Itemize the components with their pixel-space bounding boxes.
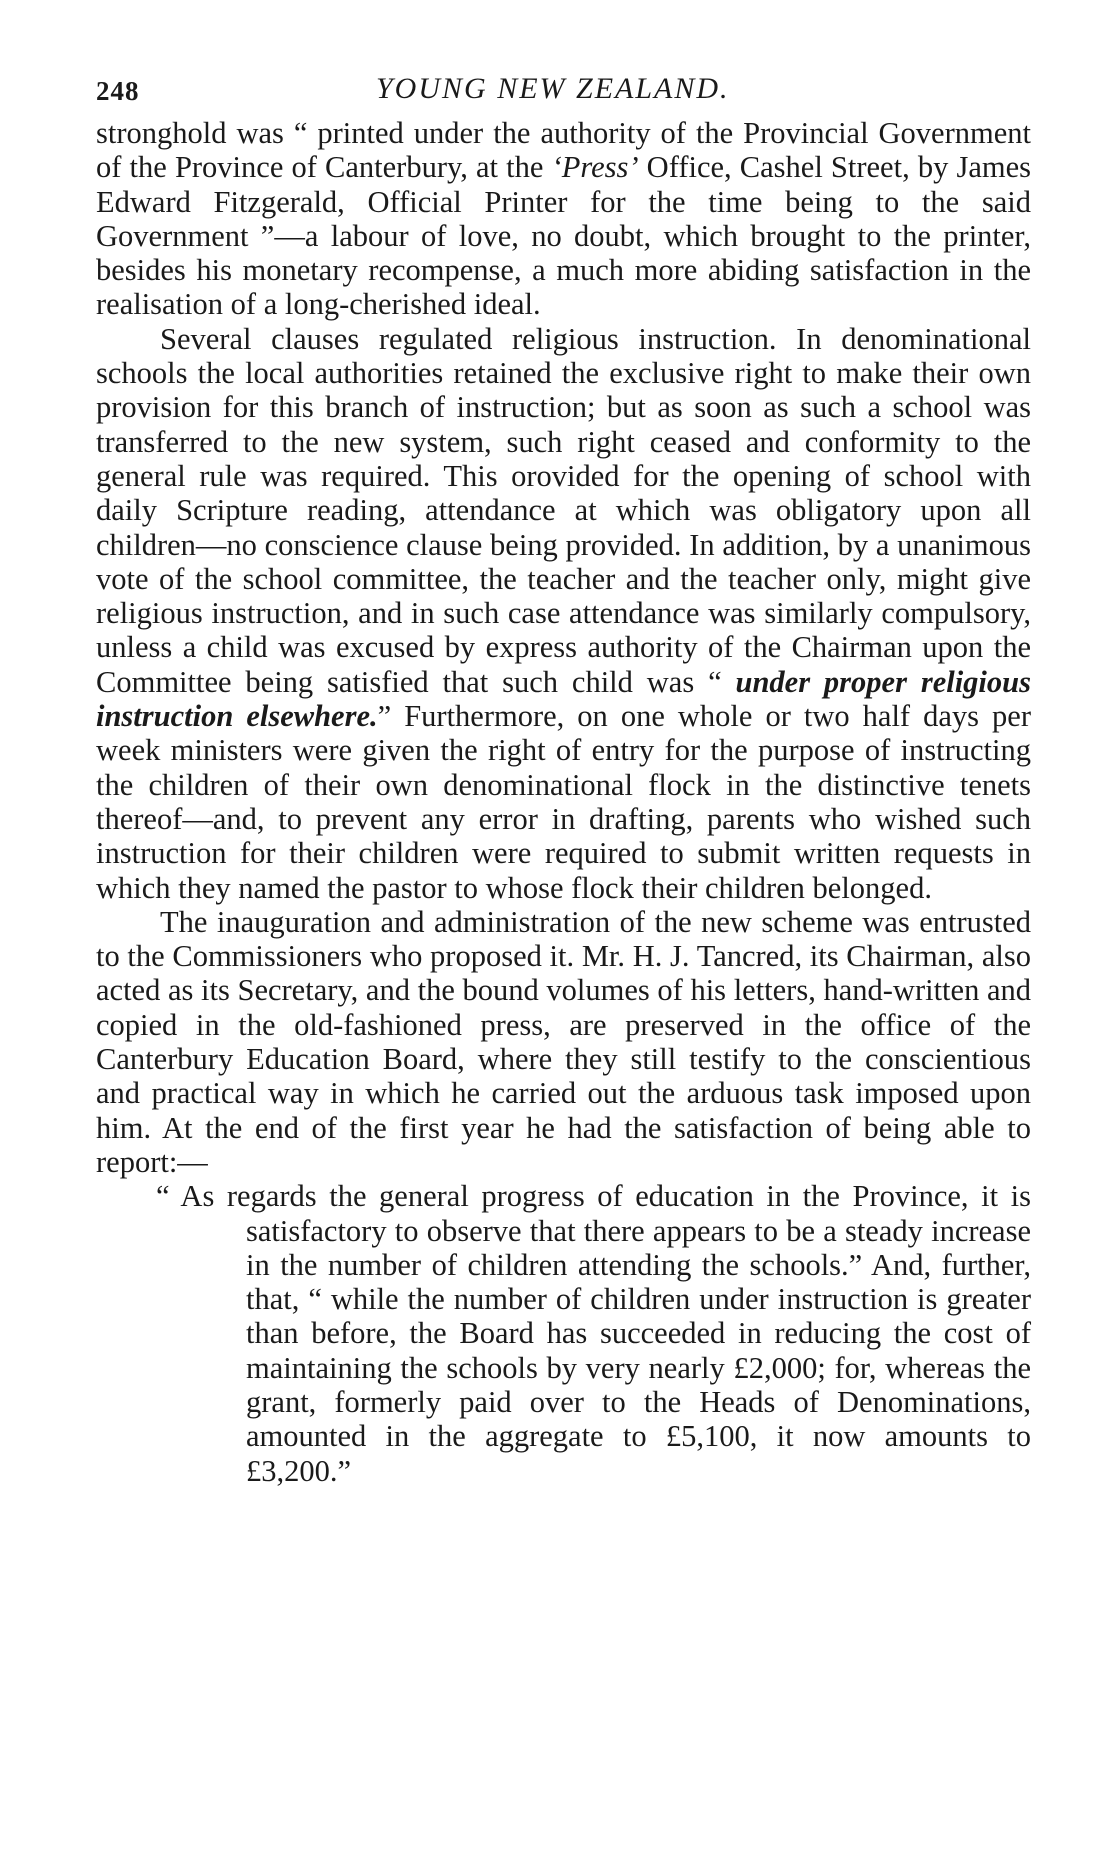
paragraph-text: Several clauses regulated religious instruction. In denominational schools the local authorities retained the exclusive right to make their own provision for this branch of instruction; but as soon as such a school was transferred to the new system, such right ceased and conformity to the general rule was required. This orovided for the opening of school with daily Scripture reading, attendance at which was obligatory upon all children—no conscience clause being provided. In addition, by a unanimous vote of the school committee, the teacher and the teacher only, might give religious instruction, and in such case attendance was similarly compulsory, unless a child was excused by express authority of the Chairman upon the Committee being satisfied that such child was “ [96, 321, 1031, 699]
running-head [96, 60, 1031, 110]
block-quote-report [96, 1179, 1031, 1488]
paragraph-inauguration [96, 905, 1031, 1179]
running-title: YOUNG NEW ZEALAND. [376, 72, 730, 105]
page-number: 248 [96, 76, 140, 106]
paragraph-religious-instruction [96, 322, 1031, 905]
quoted-italic: under proper religious instruction elsewhere. [96, 664, 1031, 734]
body-text [96, 116, 1031, 1488]
paragraph-text: The inauguration and administration of the new scheme was entrusted to the Commissioners who proposed it. Mr. H. J. Tancred, its Chairman, also acted as its Secretary, and the bound volumes of his letters, hand-written and copied in the old-fashioned press, are preserved in the office of the Canterbury Education Board, where they still testify to the conscientious and practical way in which he carried out the arduous task imposed upon him. At the end of the first year he had the satisfaction of being able to report:— [96, 904, 1031, 1179]
book-page [96, 60, 1031, 1488]
press-italic: ‘Press’ [551, 150, 639, 185]
paragraph-text: ” Furthermore, on one whole or two half days per week ministers were given the right of entry for the purpose of instructing the children of their own denominational flock in the distinctive tenets thereof—and, to prevent any error in drafting, parents who wished such instruction for their children were required to submit written requests in which they named the pastor to whose flock their children belonged. [96, 699, 1031, 905]
paragraph-text: stronghold was “ printed under the authority of the Provincial Government of the Province of Canterbury, at the [96, 116, 1031, 185]
quote-text: “ As regards the general progress of education in the Province, it is satisfactory to observe that there appears to be a steady increase in the number of children attending the schools.” And, further, that, “ while the number of children under instruction is greater than before, the Board has succeeded in reducing the cost of maintaining the schools by very nearly £2,000; for, whereas the grant, formerly paid over to the Heads of Denominations, amounted in the aggregate to £5,100, it now amounts to £3,200.” [156, 1179, 1031, 1488]
paragraph-stronghold [96, 116, 1031, 322]
paragraph-text: Office, Cashel Street, by James Edward Fitzgerald, Official Printer for the time being to the said Government ”—a labour of love, no doubt, which brought to the printer, besides his monetary recompense, a much more abiding satisfaction in the realisation of a long-cherished ideal. [96, 150, 1032, 322]
